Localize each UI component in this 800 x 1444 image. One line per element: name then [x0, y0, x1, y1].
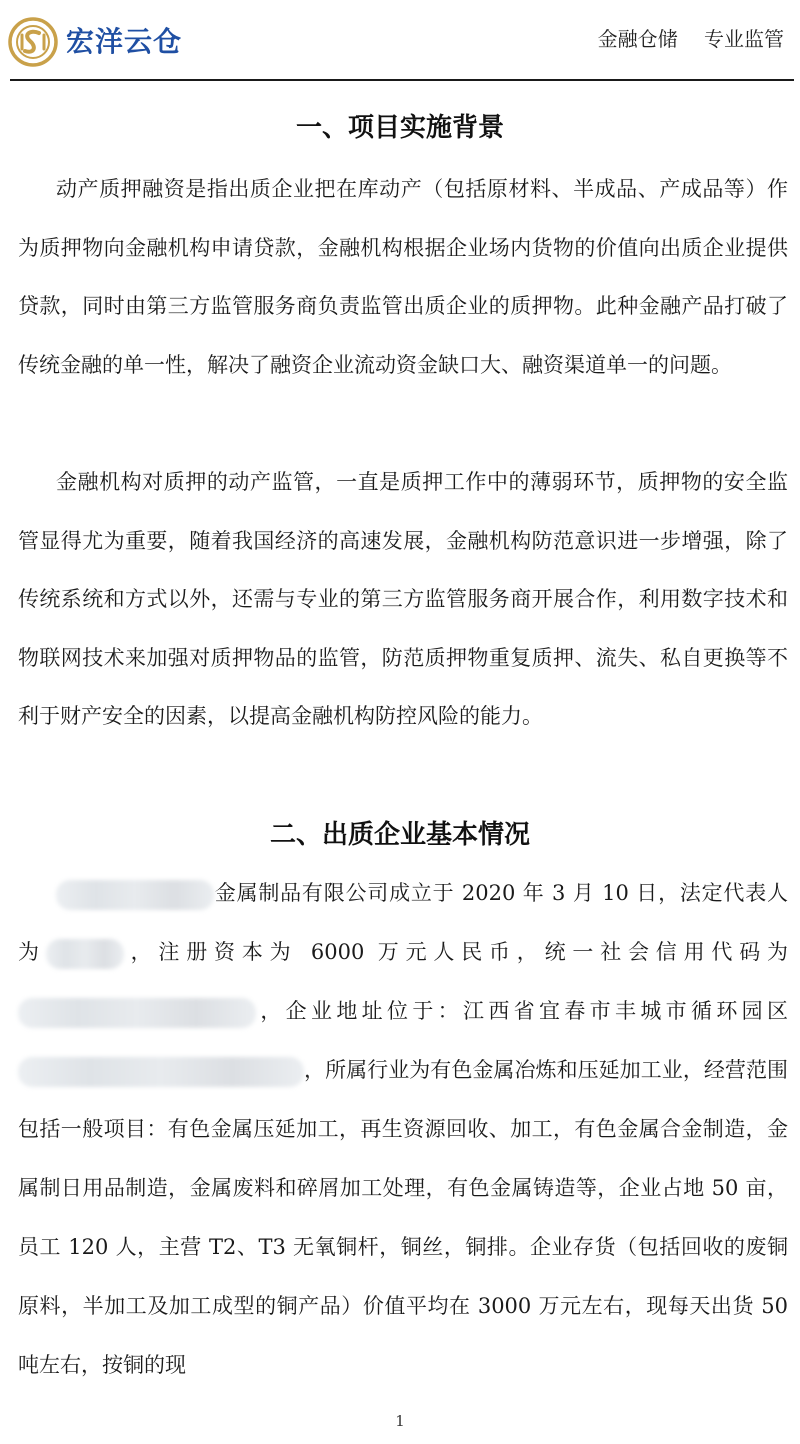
company-logo-icon: [8, 17, 58, 67]
header-tagline: [598, 26, 784, 52]
section-title-background: 一、项目实施背景: [295, 113, 504, 143]
redacted-credit-code: [18, 998, 256, 1028]
redacted-address-detail: [18, 1057, 304, 1087]
text-company-seg4: ，所属行业为有色金属冶炼和压延加工业，经营范围包括一般项目：有色金属压延加工，再生资源回收、加工，有色金属合金制造，金属制日用品制造，金属废料和碎屑加工处理，有色金属铸造等，企业占地 50 亩，员工 120 人，主营 T2、T3 无氧铜杆，铜丝，铜排。企业存货（包括回收的废铜原料，半加工及加工成型的铜产品）价值平均在 3000 万元左右，现每天出货 50 吨左右，按铜的现: [18, 1058, 788, 1377]
text-company-seg3: ，企业地址位于：江西省宜春市丰城市循环园区: [256, 999, 788, 1023]
paragraph-supervision: 金融机构对质押的动产监管，一直是质押工作中的薄弱环节，质押物的安全监管显得尤为重要，随着我国经济的高速发展，金融机构防范意识进一步增强，除了传统系统和方式以外，还需与专业的第三方监管服务商开展合作，利用数字技术和物联网技术来加强对质押物品的监管，防范质押物重复质押、流失、私自更换等不利于财产安全的因素，以提高金融机构防控风险的能力。: [18, 470, 788, 728]
page-header: [0, 0, 800, 80]
text-company-seg1: 金属制品有限公司成立于 2020 年 3 月 10 日，法定代表人为: [18, 881, 788, 964]
redacted-legal-representative: [46, 939, 124, 969]
tagline-finance-storage: 金融仓储: [597, 27, 678, 51]
redacted-company-name: [56, 880, 214, 910]
section-title-company-info: 二、出质企业基本情况: [269, 820, 530, 850]
paragraph-company-info: [18, 864, 788, 1395]
brand-name: 宏洋云仓: [66, 25, 183, 58]
text-company-seg2: ，注册资本为 6000 万元人民币，统一社会信用代码为: [123, 940, 789, 964]
page-number: 1: [395, 1412, 405, 1430]
header-divider: [10, 79, 794, 81]
tagline-professional-supervision: 专业监管: [704, 27, 784, 51]
paragraph-pledge-financing: 动产质押融资是指出质企业把在库动产（包括原材料、半成品、产成品等）作为质押物向金融机构申请贷款，金融机构根据企业场内货物的价值向出质企业提供贷款，同时由第三方监管服务商负责监管出质企业的质押物。此种金融产品打破了传统金融的单一性，解决了融资企业流动资金缺口大、融资渠道单一的问题。: [18, 177, 788, 377]
